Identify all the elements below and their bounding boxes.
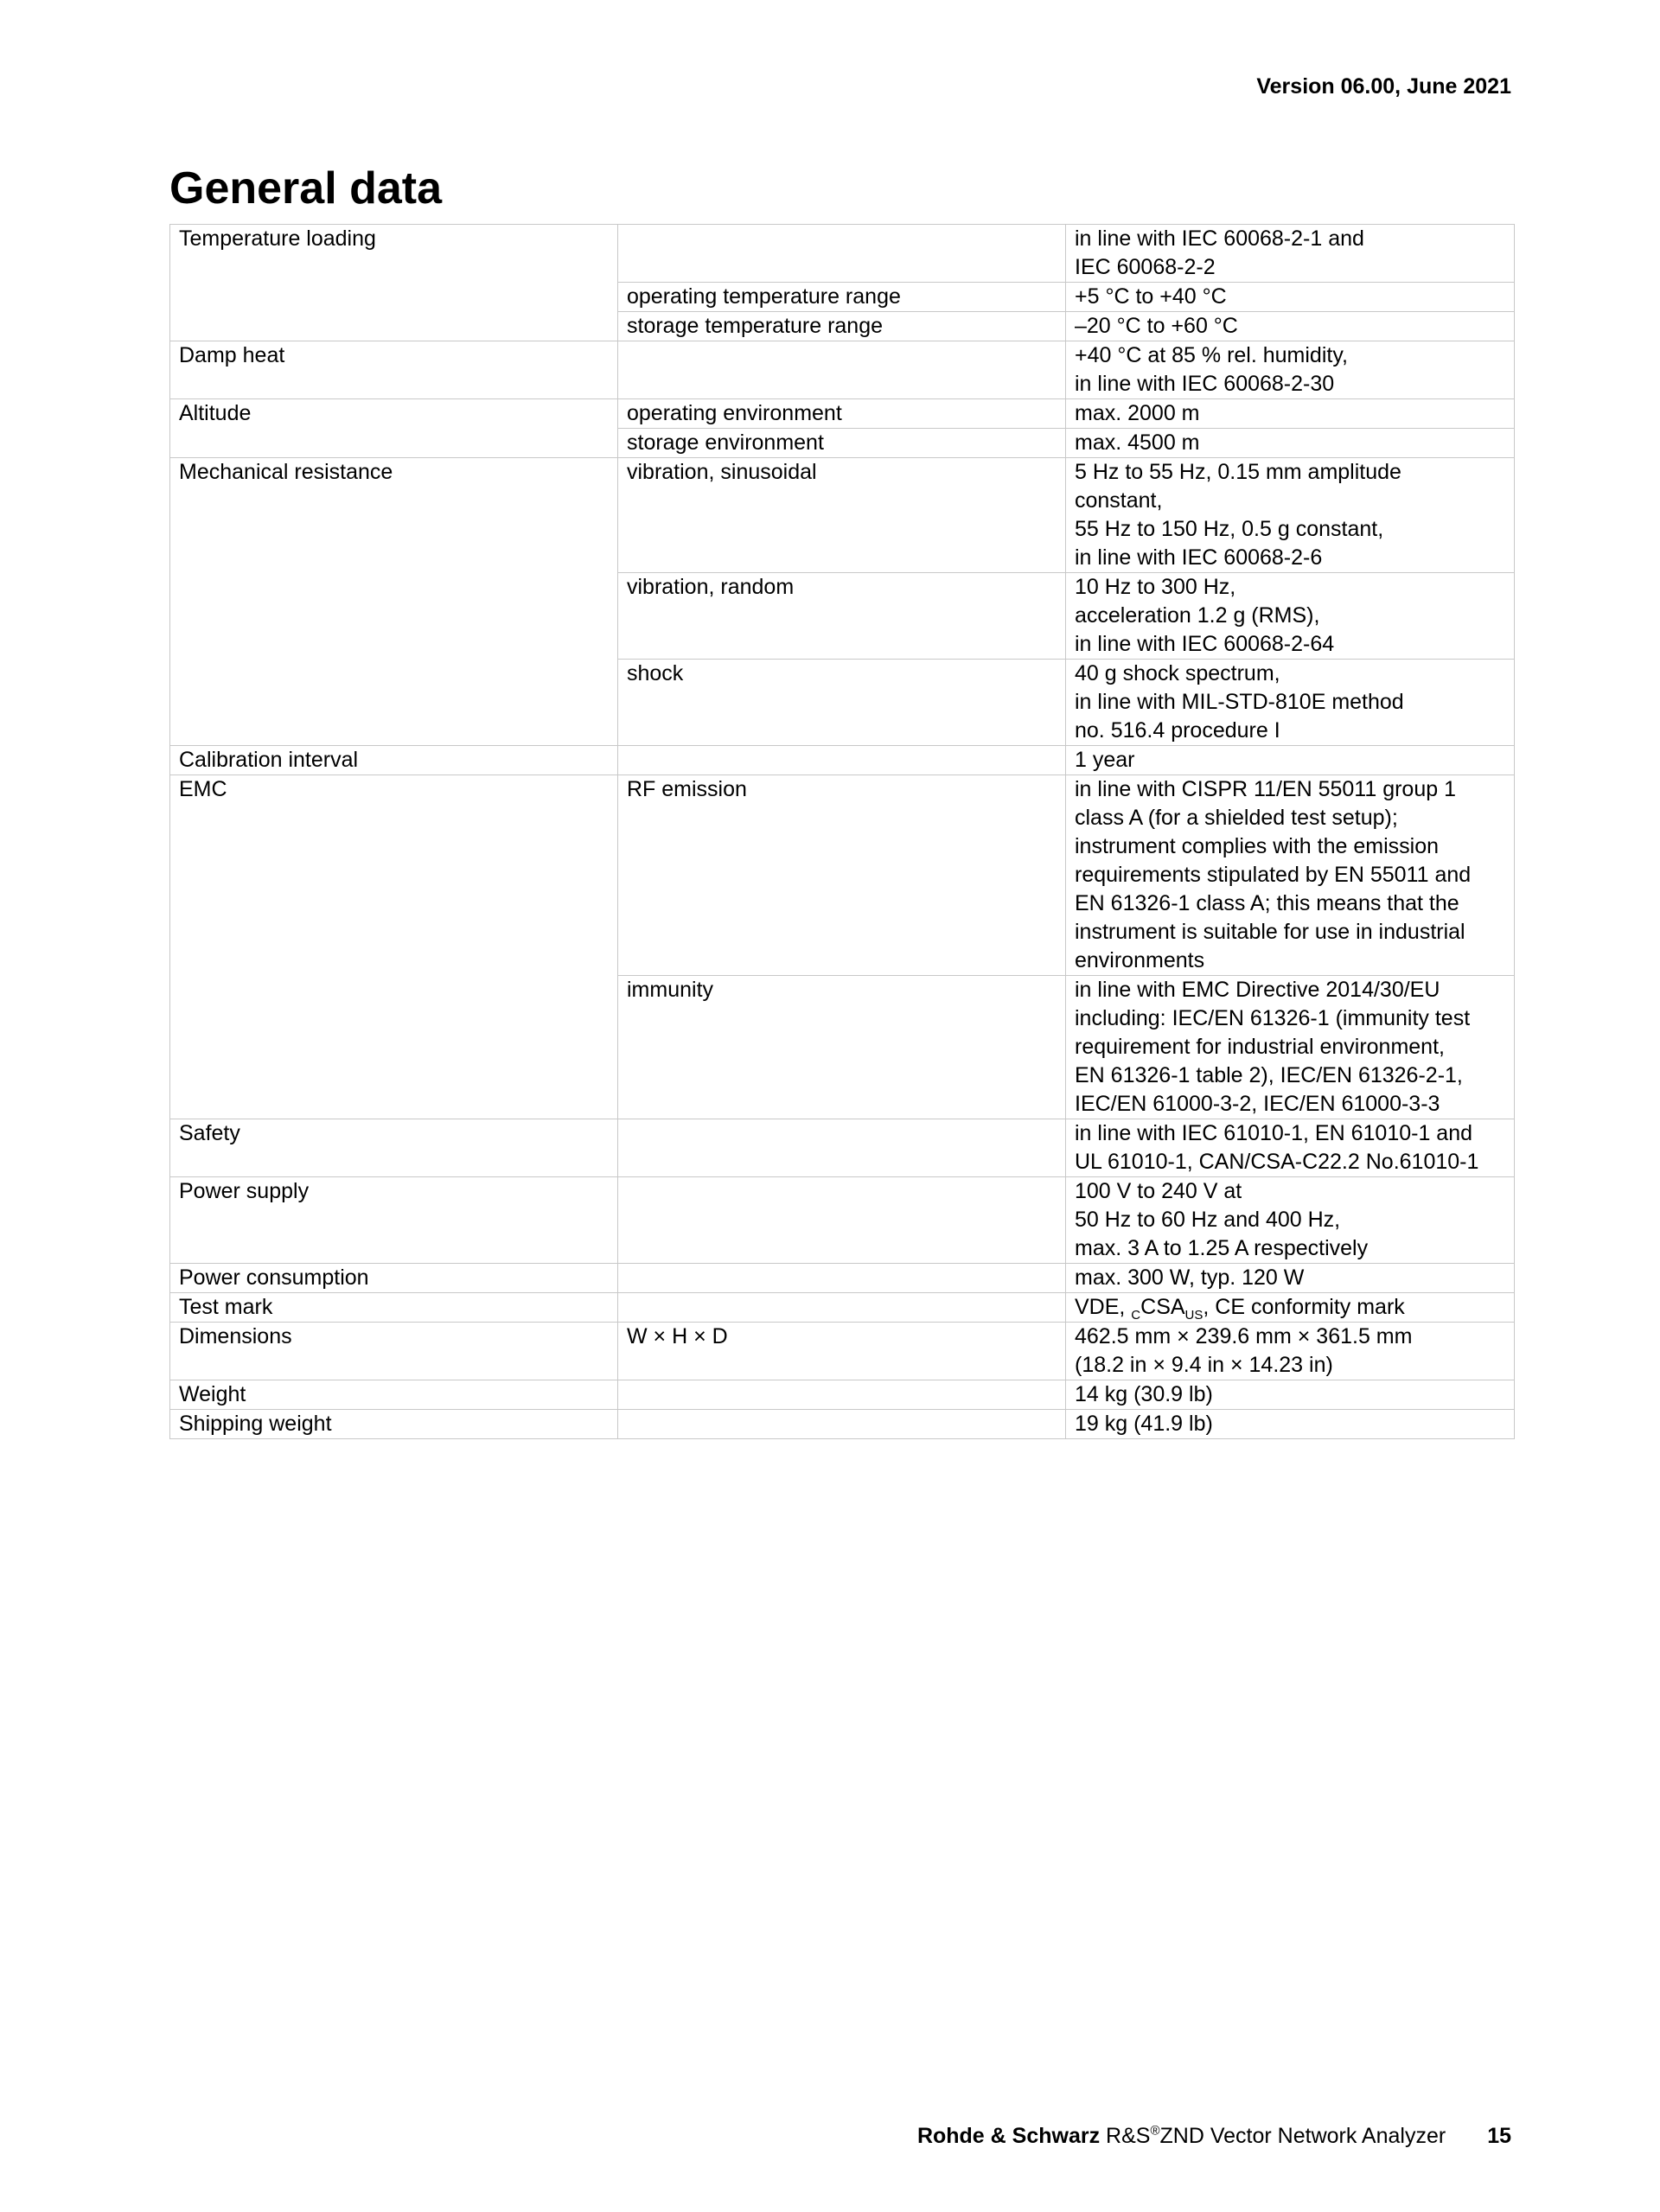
param-cell: Damp heat xyxy=(170,341,618,399)
condition-cell: immunity xyxy=(618,976,1066,1119)
value-line: UL 61010-1, CAN/CSA-C22.2 No.61010-1 xyxy=(1075,1150,1479,1174)
value-line: IEC 60068-2-2 xyxy=(1075,255,1216,279)
table-row xyxy=(170,1293,1515,1323)
condition-cell: W × H × D xyxy=(618,1323,1066,1380)
value-line: EN 61326-1 class A; this means that the xyxy=(1075,891,1459,915)
value-line: in line with IEC 61010-1, EN 61010-1 and xyxy=(1075,1121,1473,1145)
value-cell xyxy=(1066,225,1515,283)
csa-c-subscript: C xyxy=(1131,1308,1141,1323)
footer-product-prefix: R&S xyxy=(1100,2124,1151,2148)
value-line: in line with MIL-STD-810E method xyxy=(1075,690,1404,714)
registered-mark: ® xyxy=(1150,2123,1160,2139)
value-line: 5 Hz to 55 Hz, 0.15 mm amplitude xyxy=(1075,460,1401,484)
condition-cell xyxy=(618,1410,1066,1439)
value-cell xyxy=(1066,573,1515,660)
value-line: 50 Hz to 60 Hz and 400 Hz, xyxy=(1075,1208,1341,1232)
value-cell: 19 kg (41.9 lb) xyxy=(1066,1410,1515,1439)
document-version: Version 06.00, June 2021 xyxy=(1256,74,1511,99)
value-cell: max. 300 W, typ. 120 W xyxy=(1066,1264,1515,1293)
value-line: in line with IEC 60068-2-6 xyxy=(1075,545,1323,570)
condition-cell: vibration, sinusoidal xyxy=(618,458,1066,573)
param-cell: Temperature loading xyxy=(170,225,618,341)
table-row xyxy=(170,1119,1515,1177)
value-line: in line with CISPR 11/EN 55011 group 1 xyxy=(1075,777,1456,801)
value-cell: +5 °C to +40 °C xyxy=(1066,283,1515,312)
param-cell: Altitude xyxy=(170,399,618,458)
table-row xyxy=(170,225,1515,283)
param-cell: Calibration interval xyxy=(170,746,618,775)
section-title: General data xyxy=(169,163,443,214)
condition-cell xyxy=(618,1293,1066,1323)
value-cell xyxy=(1066,1323,1515,1380)
condition-cell xyxy=(618,1264,1066,1293)
table-row xyxy=(170,1323,1515,1380)
table-row xyxy=(170,775,1515,976)
value-line: IEC/EN 61000-3-2, IEC/EN 61000-3-3 xyxy=(1075,1092,1440,1116)
csa-mark: CSA xyxy=(1140,1295,1185,1319)
table-row xyxy=(170,1380,1515,1410)
param-cell: Mechanical resistance xyxy=(170,458,618,746)
value-line: class A (for a shielded test setup); xyxy=(1075,806,1398,830)
value-line: +40 °C at 85 % rel. humidity, xyxy=(1075,343,1348,367)
value-line: constant, xyxy=(1075,488,1163,513)
value-line: environments xyxy=(1075,948,1205,972)
param-cell: Test mark xyxy=(170,1293,618,1323)
param-cell: Safety xyxy=(170,1119,618,1177)
table-row xyxy=(170,1264,1515,1293)
table-row xyxy=(170,399,1515,429)
value-line: instrument complies with the emission xyxy=(1075,834,1439,858)
value-cell xyxy=(1066,341,1515,399)
value-cell: –20 °C to +60 °C xyxy=(1066,312,1515,341)
condition-cell: storage temperature range xyxy=(618,312,1066,341)
value-line: in line with IEC 60068-2-1 and xyxy=(1075,226,1364,251)
param-cell: Shipping weight xyxy=(170,1410,618,1439)
footer-product-name: ZND Vector Network Analyzer xyxy=(1159,2124,1446,2148)
value-cell xyxy=(1066,1177,1515,1264)
footer-brand: Rohde & Schwarz xyxy=(916,2124,1101,2148)
condition-cell xyxy=(618,1380,1066,1410)
table-row xyxy=(170,341,1515,399)
value-cell: 1 year xyxy=(1066,746,1515,775)
value-cell xyxy=(1066,775,1515,976)
value-cell xyxy=(1066,976,1515,1119)
value-line: 462.5 mm × 239.6 mm × 361.5 mm xyxy=(1075,1324,1413,1348)
condition-cell: shock xyxy=(618,660,1066,746)
value-line: no. 516.4 procedure I xyxy=(1075,718,1280,743)
value-line: acceleration 1.2 g (RMS), xyxy=(1075,603,1320,628)
condition-cell: vibration, random xyxy=(618,573,1066,660)
value-cell xyxy=(1066,1293,1515,1323)
condition-cell: storage environment xyxy=(618,429,1066,458)
value-line: requirement for industrial environment, xyxy=(1075,1035,1445,1059)
value-line: in line with IEC 60068-2-64 xyxy=(1075,632,1335,656)
table-row xyxy=(170,1177,1515,1264)
param-cell: Power supply xyxy=(170,1177,618,1264)
condition-cell: operating environment xyxy=(618,399,1066,429)
general-data-table xyxy=(169,224,1515,1439)
value-line: max. 3 A to 1.25 A respectively xyxy=(1075,1236,1369,1260)
table-row xyxy=(170,1410,1515,1439)
value-cell: max. 2000 m xyxy=(1066,399,1515,429)
value-line: 100 V to 240 V at xyxy=(1075,1179,1242,1203)
value-cell xyxy=(1066,1119,1515,1177)
param-cell: EMC xyxy=(170,775,618,1119)
value-cell xyxy=(1066,660,1515,746)
condition-cell xyxy=(618,746,1066,775)
value-line: 55 Hz to 150 Hz, 0.5 g constant, xyxy=(1075,517,1384,541)
param-cell: Power consumption xyxy=(170,1264,618,1293)
param-cell: Dimensions xyxy=(170,1323,618,1380)
value-line: 10 Hz to 300 Hz, xyxy=(1075,575,1236,599)
table-row xyxy=(170,746,1515,775)
test-mark-pre: VDE, xyxy=(1075,1295,1132,1319)
value-line: EN 61326-1 table 2), IEC/EN 61326-2-1, xyxy=(1075,1063,1463,1087)
value-line: 40 g shock spectrum, xyxy=(1075,661,1280,685)
value-cell xyxy=(1066,458,1515,573)
value-line: (18.2 in × 9.4 in × 14.23 in) xyxy=(1075,1353,1333,1377)
value-cell: max. 4500 m xyxy=(1066,429,1515,458)
page-footer xyxy=(917,2122,1511,2150)
page-number: 15 xyxy=(1487,2124,1511,2148)
csa-us-subscript: US xyxy=(1184,1308,1204,1323)
condition-cell xyxy=(618,341,1066,399)
value-line: instrument is suitable for use in industrial xyxy=(1075,920,1465,944)
condition-cell: operating temperature range xyxy=(618,283,1066,312)
value-line: requirements stipulated by EN 55011 and xyxy=(1075,863,1472,887)
value-line: including: IEC/EN 61326-1 (immunity test xyxy=(1075,1006,1471,1030)
value-cell: 14 kg (30.9 lb) xyxy=(1066,1380,1515,1410)
value-line: in line with EMC Directive 2014/30/EU xyxy=(1075,978,1440,1002)
test-mark-post: , CE conformity mark xyxy=(1203,1295,1405,1319)
value-line: in line with IEC 60068-2-30 xyxy=(1075,372,1335,396)
condition-cell xyxy=(618,225,1066,283)
condition-cell xyxy=(618,1177,1066,1264)
table-row xyxy=(170,458,1515,573)
condition-cell xyxy=(618,1119,1066,1177)
param-cell: Weight xyxy=(170,1380,618,1410)
condition-cell: RF emission xyxy=(618,775,1066,976)
